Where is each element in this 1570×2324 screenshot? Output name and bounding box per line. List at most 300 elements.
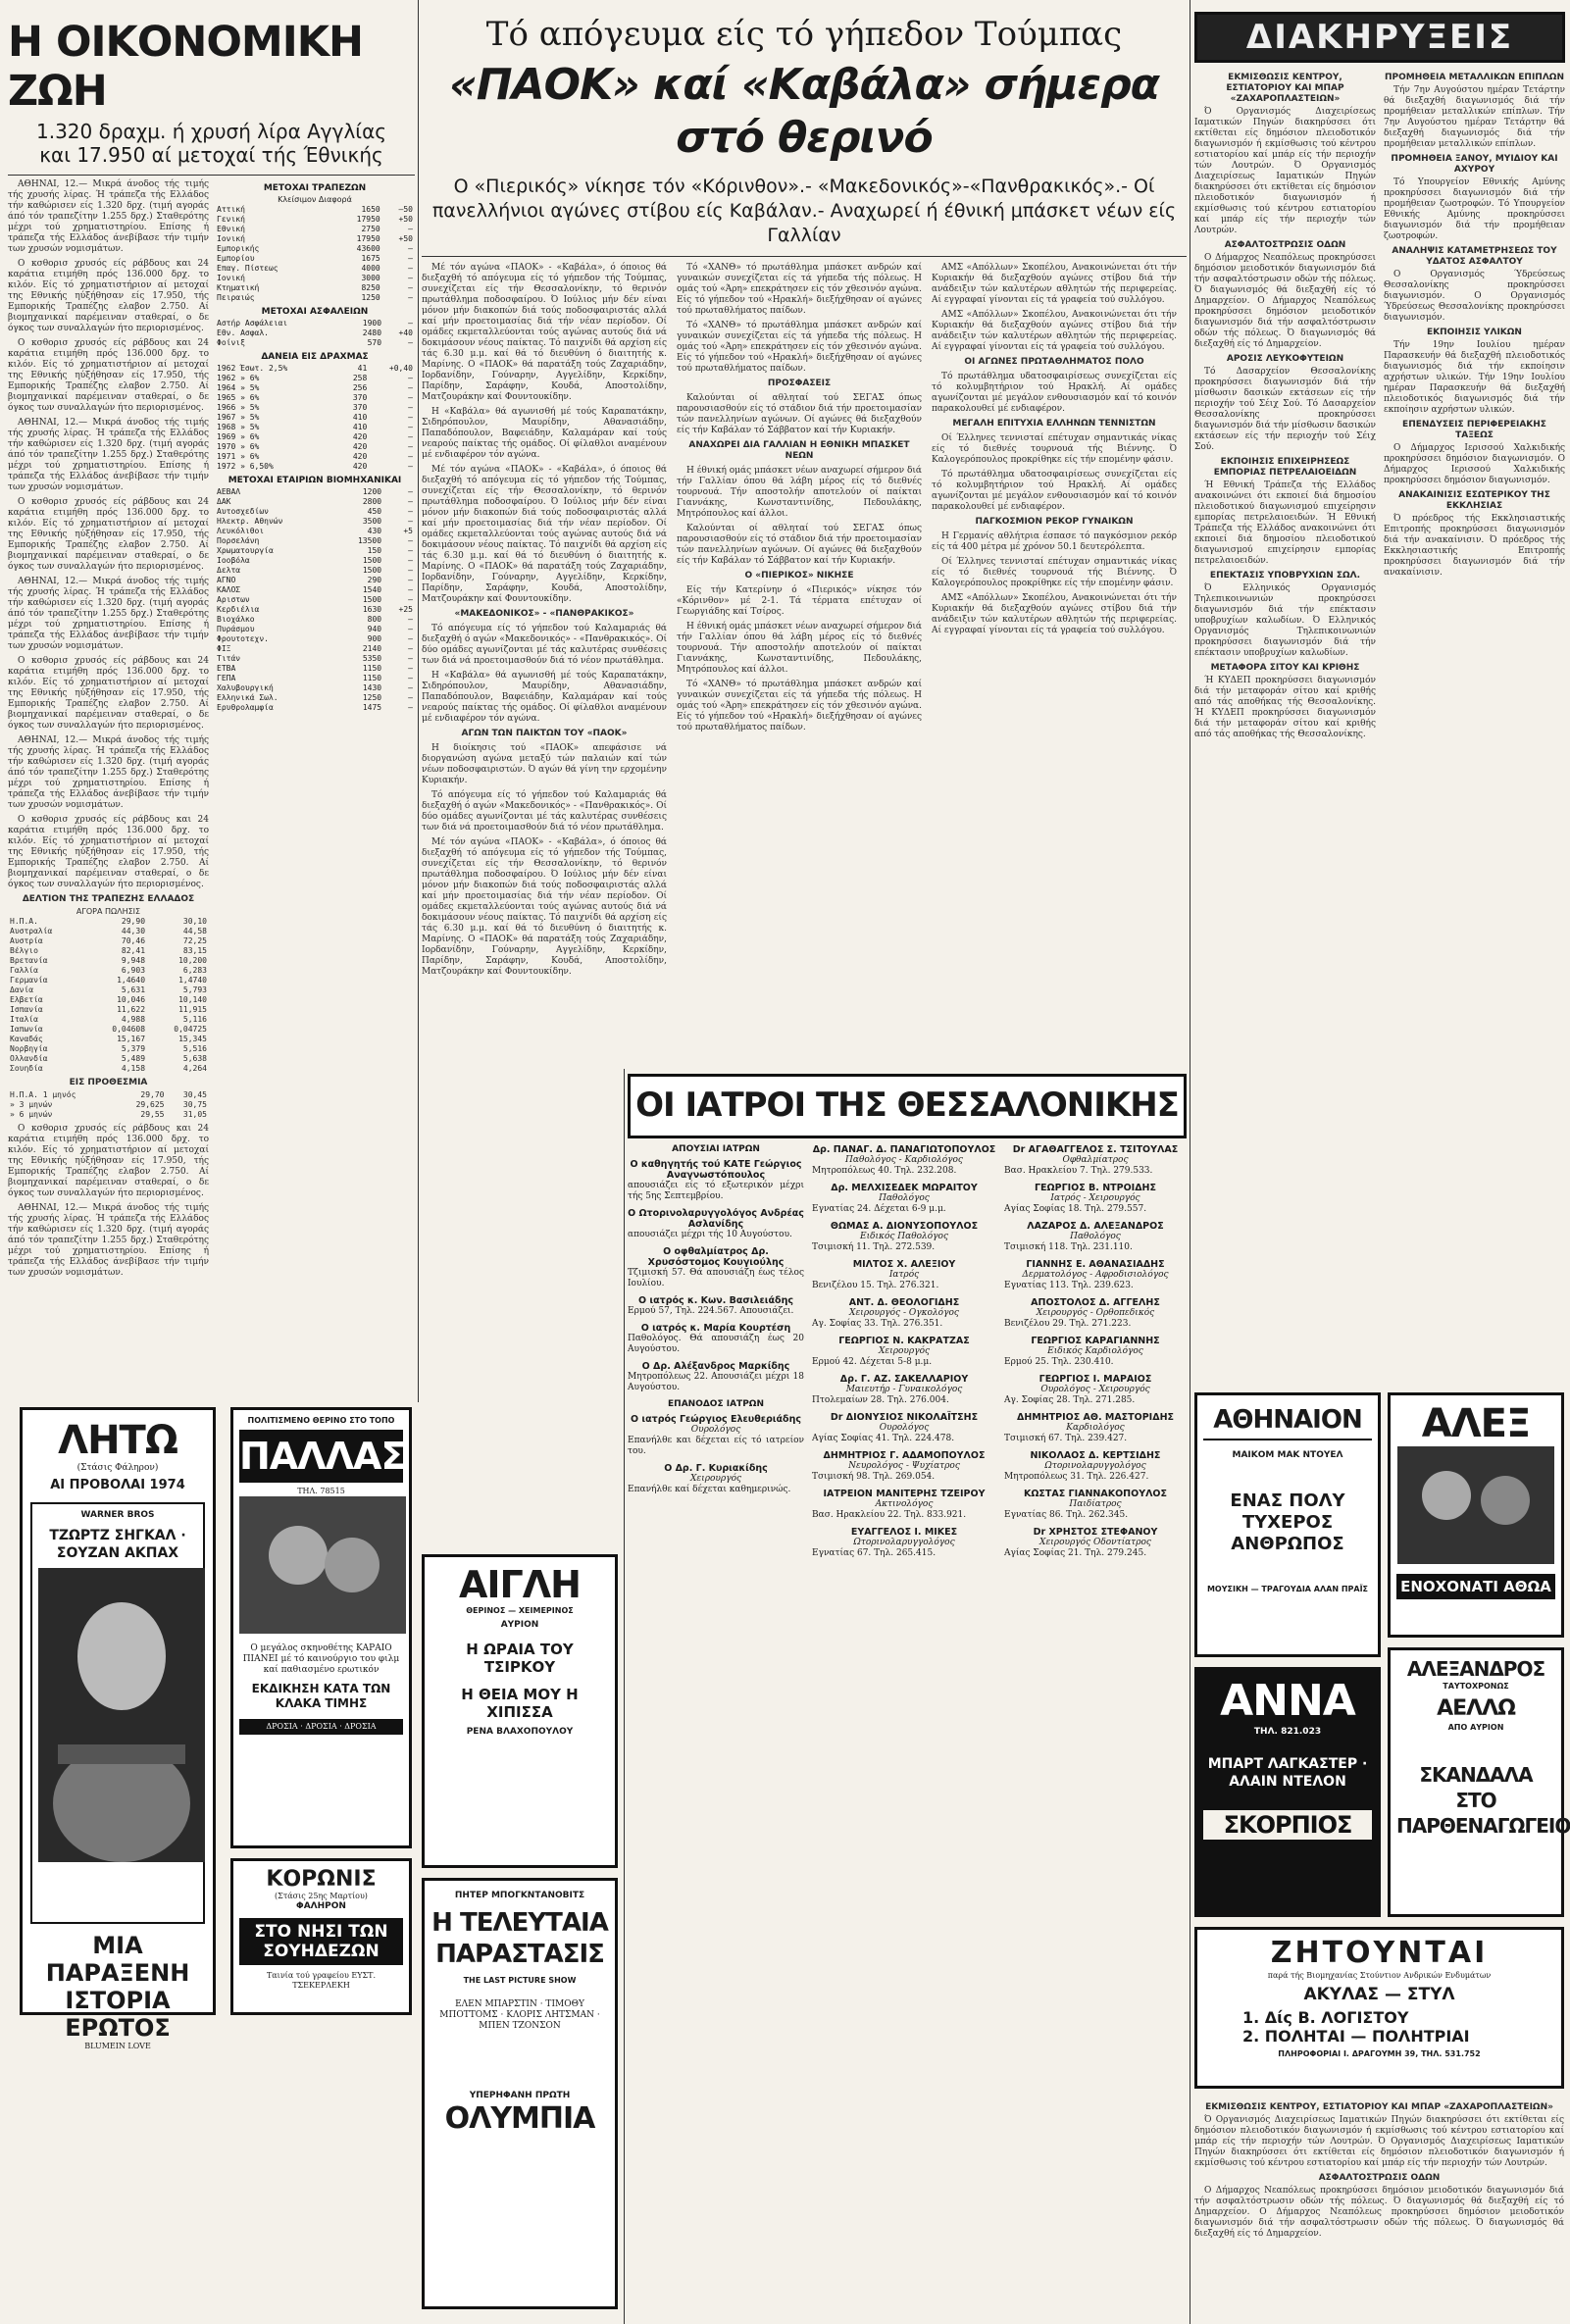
sports-sub7: ΜΕΓΑΛΗ ΕΠΙΤΥΧΙΑ ΕΛΛΗΝΩΝ ΤΕΝΝΙΣΤΩΝ (952, 419, 1156, 429)
doctor-address: Βασ. Ηρακλείου 7. Τηλ. 279.533. (1004, 1166, 1153, 1176)
announcement-head: ΕΚΠΟΙΗΣΙΣ ΥΛΙΚΩΝ (1427, 328, 1522, 337)
doctor-address: Μητροπόλεως 22. Απουσιάζει μέχρι 18 Αυγούστου. (628, 1372, 804, 1392)
loan-row (215, 383, 415, 393)
sports-col3: ΑΜΣ «Απόλλων» Σκοπέλου, Ανακοινώνεται ότι τήν Κυριακήν θά διεξαχθούν αγώνες στίβου διά τήν ανάδειξιν τών καλυτέρων αθλητών τής περιφερείας. Αί εγγραφαί γίνονται είς τά γραφεία τού συλλόγου. (932, 263, 1177, 305)
pallas-foot: ΔΡΟΣΙΑ · ΔΡΟΣΙΑ · ΔΡΟΣΙΑ (239, 1719, 403, 1735)
doctor-listing (1004, 1144, 1187, 1177)
economic-body: Ο κσθορισ χρυσός είς ράβδους και 24 καράτια ετιμήθη πρός 136.000 δρχ. το κιλόν. Είς τό χρηματιστήριον αί μετοχαί της Εθνικής ηύξήθησαν είς 17.950, τής Εμπορικής Τραπέζης ελαβον 2.750. Αί βιομηχανικαί παρέμειναν σταθεραί, ο δε όγκος των συναλλαγών ήτο περιορισμένος. (8, 259, 209, 333)
fx-row-cell: Ολλανδία (10, 1054, 48, 1063)
loan-row-cell: 410 (352, 423, 368, 431)
industrial-row-cell: — (408, 674, 413, 682)
doctor-listing (628, 1159, 804, 1202)
bank-row-cell: —50 (398, 205, 413, 214)
zitountai-ad (1194, 1927, 1564, 2089)
announcement-body: Ό Ελληνικός Οργανισμός Τηλεπικοινωνιών προκηρύσσει διαγωνισμόν διά τήν επέκτασιν υποβρυχίων καλωδίων. Ό Ελληνικός Οργανισμός Τηλεπικοινωνιών προκηρύσσει διαγωνισμόν διά τήν επέκτασιν υποβρυχίων καλωδίων. (1194, 583, 1376, 658)
lito-title: ΛΗΤΩ (58, 1418, 177, 1463)
sports-col2c-repeat: Η έθνική ομάς μπάσκετ νέων αναχωρεί σήμερον διά τήν Γαλλίαν όπου θά λάβη μέρος είς τό διεθνές τουρνουά. Τήν αποστολήν αποτελούν οί παίκται Γιαννάκης, Κωνσταντινίδης, Πεδουλάκης, Μητρόπουλος καί άλλοι. (677, 622, 922, 675)
announcement-body: Ή ΚΥΔΕΠ προκηρύσσει διαγωνισμόν διά τήν μεταφοράν σίτου καί κριθής από τάς αποθήκας τής Θεσσαλονίκης. Ή ΚΥΔΕΠ προκηρύσσει διαγωνισμόν διά τήν μεταφοράν σίτου καί κριθής από τάς αποθήκας τής Θεσσαλονίκης. (1194, 676, 1376, 739)
industrial-row-cell: — (408, 536, 413, 545)
doctor-address: Τσιμισκή 67. Τηλ. 239.427. (1004, 1434, 1128, 1443)
industrial-row (215, 536, 415, 546)
fx-row-cell: Γερμανία (10, 976, 48, 985)
korinis-cinema-ad (230, 1858, 412, 2015)
doctor-listing (628, 1208, 804, 1240)
doctor-address: Εγνατίας 24. Δέχεται 6-9 μ.μ. (812, 1204, 946, 1214)
loan-row-cell: — (408, 383, 413, 392)
bank-row-cell: +50 (398, 215, 413, 224)
fx-row-cell: 5,379 (121, 1044, 146, 1053)
loan-row-cell: 1966 » 5% (217, 403, 260, 412)
alex-cinema-ad (1388, 1392, 1564, 1638)
industrial-row-cell: — (408, 517, 413, 526)
industrial-row-cell: — (408, 654, 413, 663)
loan-row-cell: 256 (352, 383, 368, 392)
bank-row-cell: 17950 (356, 234, 380, 243)
industrial-row-cell: — (408, 585, 413, 594)
forward-row (8, 1110, 209, 1120)
bank-row-cell: Πειραιώς (217, 293, 255, 302)
fx-cols: ΑΓΟΡΑ ΠΩΛΗΣΙΣ (76, 907, 141, 916)
fx-row-cell: 11,622 (117, 1005, 146, 1014)
fx-row-cell: 11,915 (178, 1005, 207, 1014)
doctor-name: ΛΑΖΑΡΟΣ Δ. ΑΛΕΞΑΝΔΡΟΣ (1027, 1221, 1164, 1232)
zitountai-item-2: 2. ΠΟΛΗΤΑΙ — ΠΟΛΗΤΡΙΑΙ (1242, 2027, 1470, 2046)
loan-row-cell: — (408, 432, 413, 441)
industrial-row-cell: 900 (367, 634, 382, 643)
bank-row-cell: Γενική (217, 215, 245, 224)
sports-sub3: ΠΡΟΣΦΑΣΕΙΣ (767, 379, 832, 388)
fx-row (8, 936, 209, 946)
announcement-head: ΠΡΟΜΗΘΕΙΑ ΜΕΤΑΛΛΙΚΩΝ ΕΠΙΠΛΩΝ (1384, 73, 1564, 82)
bank-row-cell: +50 (398, 234, 413, 243)
economic-lead: ΑΘΗΝΑΙ, 12.— Μικρά άνοδος τής τιμής τής χρυσής λίρας. Ή τράπεζα τής Ελλάδος τήν καθώρισεν είς 1.320 δρχ. (τιμή αγοράς άπό τόν τραπεζίτην 1.255 δρχ.) Σταθερότης μέχρι τού χρηματιστηρίου. Επίσης ή τράπεζα τής Ελλάδος άνεβίβασε τήν τιμήν των χρυσών νομισμάτων. (8, 179, 209, 254)
doctor-name: ΕΥΑΓΓΕΛΟΣ Ι. ΜΙΚΕΣ (850, 1527, 958, 1538)
industrial-row-cell: — (408, 644, 413, 653)
olympia-title: ΟΛΥΜΠΙΑ (444, 2101, 595, 2136)
industrial-row (215, 507, 415, 517)
fx-row-cell: 44,30 (121, 927, 146, 935)
lito-date: ΑΙ ΠΡΟΒΟΛΑΙ 1974 (50, 1478, 185, 1492)
loan-row-cell: — (408, 452, 413, 461)
doctor-specialty: Νευρολόγος - Ψυχίατρος (848, 1461, 960, 1471)
doctor-name: Dr ΧΡΗΣΤΟΣ ΣΤΕΦΑΝΟΥ (1033, 1527, 1158, 1538)
sports-col1d: Η διοίκησις τού «ΠΑΟΚ» απεφάσισε νά διοργανώση αγώνα μεταξύ τών παλαιών καί τών νέων ποδοσφαιριστών. Ό αγών θά γίνη την ερχομένην Κυριακήν. (422, 743, 667, 785)
loan-row (215, 442, 415, 452)
economic-lead-repeat-2: ΑΘΗΝΑΙ, 12.— Μικρά άνοδος τής τιμής τής χρυσής λίρας. Ή τράπεζα τής Ελλάδος τήν καθώρισεν είς 1.320 δρχ. (τιμή αγοράς άπό τόν τραπεζίτην 1.255 δρχ.) Σταθερότης μέχρι τού χρηματιστηρίου. Επίσης ή τράπεζα τής Ελλάδος άνεβίβασε τήν τιμήν των χρυσών νομισμάτων. (8, 577, 209, 651)
loans-head: ΔΑΝΕΙΑ ΕΙΣ ΔΡΑΧΜΑΣ (261, 352, 369, 362)
announcement-head: ΑΝΑΚΑΙΝΙΣΙΣ ΕΣΩΤΕΡΙΚΟΥ ΤΗΣ ΕΚΚΛΗΣΙΑΣ (1398, 490, 1550, 511)
industrial-row (215, 595, 415, 605)
forward-row-cell: 29,70 (140, 1090, 165, 1099)
doctor-address: Μητροπόλεως 40. Τηλ. 232.208. (812, 1166, 957, 1176)
athinaion-title: ΑΘΗΝΑΙΟΝ (1203, 1401, 1372, 1440)
economic-lead-repeat: ΑΘΗΝΑΙ, 12.— Μικρά άνοδος τής τιμής τής χρυσής λίρας. Ή τράπεζα τής Ελλάδος τήν καθώρισεν είς 1.320 δρχ. (τιμή αγοράς άπό τόν τραπεζίτην 1.255 δρχ.) Σταθερότης μέχρι τού χρηματιστηρίου. Επίσης ή τράπεζα τής Ελλάδος άνεβίβασε τήν τιμήν των χρυσών νομισμάτων. (8, 418, 209, 492)
loan-row (215, 364, 415, 374)
anna-cinema-ad (1194, 1667, 1381, 1917)
sports-col1: Μέ τόν αγώνα «ΠΑΟΚ» - «Καβάλα», ό όποιος θά διεξαχθή τό απόγευμα είς τό γήπεδον τής Τούμπας, συνεχίζεται είς τήν Θεσσαλονίκην, τό θερινόν πρωτάθλημα ποδοσφαίρου. Ό Ιούλιος μήν δέν είναι μόνον μήν διακοπών διά τούς ποδοσφαιριστάς αλλά καί μήν προετοιμασίας διά τήν νέαν περίοδον. Οί ομάδες εκμεταλλεύονται τούς αγώνας αυτούς διά νά δοκιμάσουν νέους παίκτας. Τό παιχνίδι θά αρχίση είς τάς 6.30 μ.μ. καί θά τό διευθύνη ό διαιτητής κ. Μαρίνης. Ο «ΠΑΟΚ» θά παρατάξη τούς Ζαχαριάδην, Ιορδανίδην, Γούναρην, Αγγελίδην, Κερκίδην, Παρίδην, Σαράφην, Κουδά, Αποστολίδην, Ματζουράκην καί Φουντουκίδην. (422, 263, 667, 402)
industrial-row (215, 625, 415, 634)
economic-subtitle: 1.320 δραχμ. ή χρυσή λίρα Αγγλίας και 17.950 αί μετοχαί τής Έθνικής (35, 120, 386, 167)
bank-cols: Κλείσιμον Διαφορά (278, 195, 352, 204)
industrial-row-cell: 1150 (362, 674, 382, 682)
bank-row-cell: 43600 (356, 244, 380, 253)
anna-tel: ΤΗΛ. 821.023 (1253, 1727, 1322, 1737)
doctor-name: Ο ιατρός Γεώργιος Ελευθεριάδης (631, 1414, 801, 1425)
doctor-address: Ερμού 57, Τηλ. 224.567. Απουσιάζει. (628, 1306, 794, 1316)
announcement-body: Τό Υπουργείον Εθνικής Αμύνης προκηρύσσει διαγωνισμόν διά τήν προμήθειαν ζωοτροφών. Τό Υπουργείον Εθνικής Αμύνης προκηρύσσει διαγωνισμόν διά τήν προμήθειαν ζωοτροφών. (1384, 177, 1565, 241)
sports-sub1: «ΜΑΚΕΔΟΝΙΚΟΣ» - «ΠΑΝΘΡΑΚΙΚΟΣ» (454, 609, 634, 619)
fx-row-cell: 10,200 (178, 956, 207, 965)
zitountai-sub: παρά τής Βιομηχανίας Στούντιον Ανδρικών Ενδυμάτων (1267, 1971, 1492, 1980)
industrial-row-cell: 1150 (362, 664, 382, 673)
industrial-row-cell: ΓΕΠΑ (217, 674, 236, 682)
fx-row (8, 1025, 209, 1035)
fx-row-cell: 0,04608 (112, 1025, 146, 1034)
doctor-address: Αγ. Σοφίας 28. Τηλ. 271.285. (1004, 1395, 1136, 1405)
doctor-address: απουσιάζει μέχρι τής 10 Αυγούστου. (628, 1230, 792, 1239)
bank-row (215, 293, 415, 303)
industrial-row-cell: Πορσελάνη (217, 536, 260, 545)
insurance-table (215, 319, 415, 348)
doctor-listing (812, 1259, 996, 1291)
doctor-listing (1004, 1297, 1187, 1330)
fx-row-cell: Γαλλία (10, 966, 38, 975)
loan-row-cell: 1971 » 6% (217, 452, 260, 461)
doctor-address: Εγνατίας 86. Τηλ. 262.345. (1004, 1510, 1129, 1520)
bank-row-cell: — (408, 283, 413, 292)
loan-row-cell: 420 (352, 452, 368, 461)
industrial-row-cell: 1200 (362, 487, 382, 496)
forward-row-cell: 29,625 (135, 1100, 165, 1109)
doctor-address: Βενιζέλου 29. Τηλ. 271.223. (1004, 1319, 1132, 1329)
athinaion-cinema-ad (1194, 1392, 1381, 1657)
sports-col3d: Η Γερμανίς αθλήτρια έσπασε τό παγκόσμιον ρεκόρ είς τά 400 μέτρα μέ χρόνον 50.1 δευτερόλεπτα. (932, 531, 1177, 552)
doctor-address: Επανήλθε καί δέχεται καθημερινώς. (628, 1485, 791, 1494)
economic-section (8, 0, 415, 1397)
loan-row (215, 423, 415, 432)
doctor-address: Παθολόγος. Θά απουσιάζη έως 20 Αυγούστου. (628, 1334, 804, 1354)
doctor-name: ΓΕΩΡΓΙΟΣ ΚΑΡΑΓΙΑΝΝΗΣ (1031, 1336, 1160, 1346)
bank-row-cell: — (408, 244, 413, 253)
aigli-cinema-ad (422, 1554, 618, 1868)
industrial-row-cell: — (408, 595, 413, 604)
fx-table (8, 917, 209, 1074)
doctor-address: Εγνατίας 67. Τηλ. 265.415. (812, 1548, 937, 1558)
doctor-name: ΝΙΚΟΛΑΟΣ Δ. ΚΕΡΤΣΙΔΗΣ (1030, 1450, 1161, 1461)
teleftaia-en: THE LAST PICTURE SHOW (463, 1976, 577, 1985)
industrial-row (215, 605, 415, 615)
sports-sub8: ΠΑΓΚΟΣΜΙΟΝ ΡΕΚΟΡ ΓΥΝΑΙΚΩΝ (975, 517, 1134, 527)
doctor-address: Τσιμισκή 98. Τηλ. 269.054. (812, 1472, 936, 1482)
doctor-listing (1004, 1450, 1187, 1483)
loan-row-cell: 410 (352, 413, 368, 422)
doctor-address: Ερμού 42. Δέχεται 5-8 μ.μ. (812, 1357, 933, 1367)
doctor-name: ΓΙΑΝΝΗΣ Ε. ΑΘΑΝΑΣΙΑΔΗΣ (1026, 1259, 1165, 1270)
economic-title: Η ΟΙΚΟΝΟΜΙΚΗ ΖΩΗ (8, 18, 364, 116)
doctor-address: Βασ. Ηρακλείου 22. Τηλ. 833.921. (812, 1510, 967, 1520)
industrial-row-cell: — (408, 693, 413, 702)
industrial-row-cell: 5350 (362, 654, 382, 663)
sports-col2c: Η έθνική ομάς μπάσκετ νέων αναχωρεί σήμερον διά τήν Γαλλίαν όπου θά λάβη μέρος είς τό διεθνές τουρνουά. Τήν αποστολήν αποτελούν οί παίκται Γιαννάκης, Κωνσταντινίδης, Πεδουλάκης, Μητρόπουλος καί άλλοι. (677, 466, 922, 519)
doctor-specialty: Οφθαλμίατρος (1062, 1155, 1129, 1165)
announcements-section (1194, 0, 1565, 1383)
forward-row-cell: 30,45 (182, 1090, 207, 1099)
industrial-row-cell: 1630 (362, 605, 382, 614)
loan-row (215, 462, 415, 472)
fx-row-cell: 5,793 (182, 985, 207, 994)
insurance-row (215, 319, 415, 328)
economic-body-repeat-4: Ο κσθορισ χρυσός είς ράβδους και 24 καράτια ετιμήθη πρός 136.000 δρχ. το κιλόν. Είς τό χρηματιστήριον αί μετοχαί της Εθνικής ηύξήθησαν είς 17.950, τής Εμπορικής Τραπέζης ελαβον 2.750. Αί βιομηχανικαί παρέμειναν σταθεραί, ο δε όγκος των συναλλαγών ήτο περιορισμένος. (8, 815, 209, 889)
announcement-body: Ο Δήμαρχος Νεαπόλεως προκηρύσσει δημόσιον μειοδοτικόν διαγωνισμόν διά τήν ασφαλτόστρωσιν οδών τής πόλεως. Ό διαγωνισμός θά διεξαχθή είς τό Δημαρχείον. Ο Δήμαρχος Νεαπόλεως προκηρύσσει δημόσιον μειοδοτικόν διαγωνισμόν διά τήν ασφαλτόστρωσιν οδών τής πόλεως. Ό διαγωνισμός θά διεξαχθή είς τό Δημαρχείον. (1194, 253, 1376, 349)
economic-body-repeat-3: Ο κσθορισ χρυσός είς ράβδους και 24 καράτια ετιμήθη πρός 136.000 δρχ. το κιλόν. Είς τό χρηματιστήριον αί μετοχαί της Εθνικής ηύξήθησαν είς 17.950, τής Εμπορικής Τραπέζης ελαβον 2.750. Αί βιομηχανικαί παρέμειναν σταθεραί, ο δε όγκος των συναλλαγών ήτο περιορισμένος. (8, 656, 209, 731)
doctor-name: Δρ. ΠΑΝΑΓ. Δ. ΠΑΝΑΓΙΩΤΟΠΟΥΛΟΣ (812, 1144, 996, 1155)
alex-film: ΕΝΟΧΟΝΑΤΙ ΑΘΩΑ (1396, 1574, 1555, 1599)
fx-row-cell: 44,58 (182, 927, 207, 935)
korinis-title: ΚΟΡΩΝΙΣ (266, 1867, 377, 1892)
doctors-section (628, 1074, 1187, 2314)
fx-row-cell: 30,10 (182, 917, 207, 926)
fx-row (8, 917, 209, 927)
doctor-name: ΑΝΤ. Δ. ΘΕΟΛΟΓΙΔΗΣ (848, 1297, 960, 1308)
doctor-specialty: Ουρολόγος (879, 1423, 930, 1433)
insurance-row (215, 328, 415, 338)
bank-row (215, 215, 415, 225)
doctor-listing (1004, 1527, 1187, 1559)
anna-film: ΣΚΟΡΠΙΟΣ (1203, 1810, 1372, 1840)
bank-row (215, 205, 415, 215)
doctor-name: Dr ΔΙΟΝΥΣΙΟΣ ΝΙΚΟΛΑΪΤΣΗΣ (830, 1412, 979, 1423)
fx-row-cell: Δανία (10, 985, 34, 994)
aigli-film: Η ΩΡΑΙΑ ΤΟΥ ΤΣΙΡΚΟΥ (466, 1641, 574, 1676)
doctor-specialty: Ακτινολόγος (875, 1499, 934, 1509)
doctor-name: Δρ. Γ. ΑΖ. ΣΑΚΕΛΛΑΡΙΟΥ (839, 1374, 969, 1385)
industrial-row-cell: Λευκόλιθοι (217, 527, 265, 535)
industrial-row-cell: — (408, 634, 413, 643)
doctor-address: Αγ. Σοφίας 33. Τηλ. 276.351. (812, 1319, 943, 1329)
bank-row-cell: — (408, 264, 413, 273)
industrial-row-cell: Ελληνικά Σωλ. (217, 693, 279, 702)
doctor-name: Ο ιατρός κ. Κων. Βασιλειάδης (638, 1295, 793, 1306)
bank-row-cell: Επαγ. Πίστεως (217, 264, 279, 273)
fx-row-cell: 0,04725 (174, 1025, 207, 1034)
fx-row-cell: Σουηδία (10, 1064, 43, 1073)
fx-row-cell: 83,15 (182, 946, 207, 955)
announcement-body: Ο Δήμαρχος Νεαπόλεως προκηρύσσει δημόσιον μειοδοτικόν διαγωνισμόν διά τήν ασφαλτόστρωσιν οδών τής πόλεως. Ό διαγωνισμός θά διεξαχθή είς τό Δημαρχείον. Ο Δήμαρχος Νεαπόλεως προκηρύσσει δημόσιον μειοδοτικόν διαγωνισμόν διά τήν ασφαλτόστρωσιν οδών τής πόλεως. Ό διαγωνισμός θά διεξαχθή είς τό Δημαρχείον. (1194, 2186, 1564, 2239)
industrial-row (215, 576, 415, 585)
sports-col3-repeat: ΑΜΣ «Απόλλων» Σκοπέλου, Ανακοινώνεται ότι τήν Κυριακήν θά διεξαχθούν αγώνες στίβου διά τήν ανάδειξιν τών καλυτέρων αθλητών τής περιφερείας. Αί εγγραφαί γίνονται είς τά γραφεία τού συλλόγου. (932, 310, 1177, 352)
fx-row-cell: 5,489 (121, 1054, 146, 1063)
pallas-title: ΠΑΛΛΑΣ (239, 1430, 403, 1483)
industrial-row-cell: 450 (367, 507, 382, 516)
industrial-row-cell: — (408, 703, 413, 712)
loan-row-cell: — (408, 393, 413, 402)
loan-row (215, 374, 415, 383)
lito-poster-image (38, 1568, 205, 1862)
industrial-row-cell: 1250 (362, 693, 382, 702)
industrial-row (215, 703, 415, 713)
bank-row-cell: 1650 (361, 205, 380, 214)
doctor-specialty: Ειδικός Καρδιολόγος (1047, 1346, 1143, 1356)
announcement-head: ΕΠΕΚΤΑΣΙΣ ΥΠΟΒΡΥΧΙΩΝ ΣΩΛ. (1209, 571, 1361, 581)
doctor-address: Αγίας Σοφίας 21. Τηλ. 279.245. (1004, 1548, 1147, 1558)
industrial-row (215, 683, 415, 693)
doctor-name: ΜΙΛΤΟΣ Χ. ΑΛΕΞΙΟΥ (852, 1259, 956, 1270)
doctor-listing (1004, 1412, 1187, 1444)
anna-cast: ΜΠΑΡΤ ΛΑΓΚΑΣΤΕΡ · ΑΛΑΙΝ ΝΤΕΛΟΝ (1207, 1756, 1368, 1790)
doctor-listing (812, 1144, 996, 1177)
fx-row-cell: 5,116 (182, 1015, 207, 1024)
bank-row-cell: 4000 (361, 264, 380, 273)
loan-row-cell: 1962 Έσωτ. 2,5% (217, 364, 288, 373)
bank-row-cell: Εμπορικής (217, 244, 260, 253)
industrial-row (215, 644, 415, 654)
announcement-body: Ό Οργανισμός Διαχειρίσεως Ιαματικών Πηγών διακηρύσσει ότι εκτίθεται είς δημόσιον πλειοδοτικόν διαγωνισμόν ή εκμίσθωσις τού κέντρου εστιατορίου καί μπάρ είς τήν περιοχήν τών Λουτρών. Ό Οργανισμός Διαχειρίσεως Ιαματικών Πηγών διακηρύσσει ότι εκτίθεται είς δημόσιον πλειοδοτικόν διαγωνισμόν ή εκμίσθωσις τού κέντρου εστιατορίου καί μπάρ είς τήν περιοχήν τών Λουτρών. (1194, 2115, 1564, 2168)
doctor-address: Μητροπόλεως 31. Τηλ. 226.427. (1004, 1472, 1149, 1482)
bank-row-cell: Αττική (217, 205, 245, 214)
doctor-listing (1004, 1489, 1187, 1521)
forward-row-cell: 30,75 (182, 1100, 207, 1109)
economic-body-repeat-2: Ο κσθορισ χρυσός είς ράβδους και 24 καράτια ετιμήθη πρός 136.000 δρχ. το κιλόν. Είς τό χρηματιστήριον αί μετοχαί της Εθνικής ηύξήθησαν είς 17.950, τής Εμπορικής Τραπέζης ελαβον 2.750. Αί βιομηχανικαί παρέμειναν σταθεραί, ο δε όγκος των συναλλαγών ήτο περιορισμένος. (8, 497, 209, 572)
doctor-specialty: Χειρουργός (689, 1474, 742, 1484)
bank-row-cell: 8250 (361, 283, 380, 292)
zitountai-title: ΖΗΤΟΥΝΤΑΙ (1270, 1936, 1489, 1970)
industrial-row-cell: 800 (367, 615, 382, 624)
industrial-row-cell: ΔΑΚ (217, 497, 231, 506)
doctor-listing (1004, 1336, 1187, 1368)
forward-row (8, 1090, 209, 1100)
announcement-head: ΑΝΑΛΗΨΙΣ ΚΑΤΑΜΕΤΡΗΣΕΩΣ ΤΟΥ ΥΔΑΤΟΣ ΑΣΦΑΛΤΟΥ (1392, 246, 1557, 267)
fx-row-cell: 10,140 (178, 995, 207, 1004)
industrial-row (215, 693, 415, 703)
industrial-row-cell: 940 (367, 625, 382, 633)
loan-row-cell: 1965 » 6% (217, 393, 260, 402)
aigli-sub: ΘΕΡΙΝΟΣ — ΧΕΙΜΕΡΙΝΟΣ (466, 1606, 574, 1615)
loan-row-cell: 1970 » 6% (217, 442, 260, 451)
fx-row-cell: 70,46 (121, 936, 146, 945)
loan-row-cell: 420 (352, 442, 368, 451)
insurance-row-cell: — (408, 338, 413, 347)
fx-row-cell: 5,638 (182, 1054, 207, 1063)
bank-row (215, 234, 415, 244)
fx-row-cell: 5,516 (182, 1044, 207, 1053)
industrial-row-cell: 13500 (357, 536, 382, 545)
fx-row-cell: Η.Π.Α. (10, 917, 38, 926)
doctor-listing (812, 1412, 996, 1444)
insurance-row-cell: 1900 (362, 319, 382, 328)
doctor-name: Dr ΑΓΑΘΑΓΓΕΛΟΣ Σ. ΤΣΙΤΟΥΛΑΣ (1012, 1144, 1179, 1155)
doctor-address: Αγίας Σοφίας 41. Τηλ. 224.478. (812, 1434, 955, 1443)
industrial-row (215, 546, 415, 556)
industrial-row (215, 585, 415, 595)
doctor-address: απουσιάζει είς τό εξωτερικόν μέχρι τής 5ης Σεπτεμβρίου. (628, 1181, 804, 1201)
announcement-head: ΠΡΟΜΗΘΕΙΑ ΞΑΝΟΥ, ΜΥΙΔΙΟΥ ΚΑΙ ΑΧΥΡΟΥ (1391, 154, 1558, 175)
fx-row-cell: 72,25 (182, 936, 207, 945)
announcement-head: ΑΣΦΑΛΤΟΣΤΡΩΣΙΣ ΟΔΩΝ (1224, 240, 1346, 250)
fx-row-cell: 82,41 (121, 946, 146, 955)
announcement-head: ΕΚΜΙΣΘΩΣΙΣ ΚΕΝΤΡΟΥ, ΕΣΤΙΑΤΟΡΙΟΥ ΚΑΙ ΜΠΑΡ «ΖΑΧΑΡΟΠΛΑΣΤΕΙΩΝ» (1226, 73, 1344, 104)
aello-when: ΑΠΟ ΑΥΡΙΟΝ (1447, 1723, 1504, 1732)
industrial-row (215, 615, 415, 625)
doctor-specialty: Χειρουργός - Ορθοπεδικός (1036, 1308, 1155, 1318)
olympia-pre: ΥΠΕΡΗΦΑΝΗ ΠΡΩΤΗ (469, 2091, 571, 2100)
aello-title: ΑΕΛΛΩ (1437, 1696, 1515, 1721)
loan-row-cell: 1967 » 5% (217, 413, 260, 422)
loan-row (215, 413, 415, 423)
industrial-row-cell: ΕΤΒΑ (217, 664, 236, 673)
teleftaia-cast: ΕΛΕΝ ΜΠΑΡΣΤΙΝ · ΤΙΜΟΘΥ ΜΠΟΤΤΟΜΣ · ΚΛΟΡΙΣ ΛΗΤΣΜΑΝ · ΜΠΕΝ ΤΖΟΝΣΟΝ (439, 1999, 600, 2031)
loan-row-cell: — (408, 442, 413, 451)
bank-row-cell: 1250 (361, 293, 380, 302)
sports-col2: Τό «ΧΑΝΘ» τό πρωτάθλημα μπάσκετ ανδρών καί γυναικών συνεχίζεται είς τά γήπεδα τής πόλεως. Η ομάς τού «Άρη» επεκράτησεν είς τόν χθεσινόν αγώνα. Είς τό γήπεδον τού «Ηρακλή» διεξήχθησαν οί αγώνες τού πρωταθλήματος παίδων. (677, 263, 922, 316)
industrial-row-cell: — (408, 566, 413, 575)
forward-row (8, 1100, 209, 1110)
industrial-row-cell: — (408, 664, 413, 673)
loan-row-cell: — (408, 423, 413, 431)
sports-col2d: Είς τήν Κατερίνην ό «Πιερικός» νίκησε τόν «Κόρινθον» μέ 2-1. Τά τέρματα επέτυχαν οί Γεωργιάδης καί Τσίρος. (677, 585, 922, 617)
announcement-head: ΜΕΤΑΦΟΡΑ ΣΙΤΟΥ ΚΑΙ ΚΡΙΘΗΣ (1210, 663, 1360, 673)
industrial-row-cell: Κερδιέλια (217, 605, 260, 614)
industrial-row-cell: Τιτάν (217, 654, 241, 663)
industrial-row-cell: Χρωματουργία (217, 546, 274, 555)
fx-row-cell: Βρετανία (10, 956, 48, 965)
industrial-row (215, 634, 415, 644)
doctor-listing (628, 1246, 804, 1289)
bank-row-cell: — (408, 274, 413, 282)
doctors-absence-head: ΑΠΟΥΣΙΑΙ ΙΑΤΡΩΝ (672, 1144, 760, 1154)
fx-row-cell: Βέλγιο (10, 946, 38, 955)
forward-row-cell: Η.Π.Α. 1 μηνός (10, 1090, 76, 1099)
fx-row (8, 995, 209, 1005)
bank-row-cell: 1675 (361, 254, 380, 263)
doctor-specialty: Δερματολόγος - Αφροδισιολόγος (1022, 1270, 1169, 1280)
industrial-row-cell: — (408, 625, 413, 633)
doctor-name: ΓΕΩΡΓΙΟΣ Ι. ΜΑΡΑΙΟΣ (1038, 1374, 1152, 1385)
fx-row-cell: 15,167 (117, 1035, 146, 1043)
industrial-row-cell: Αριστων (217, 595, 250, 604)
doctor-name: Ο οφθαλμίατρος Δρ. Χρυσόστομος Κουγιούλης (647, 1246, 785, 1268)
doctor-address: Επανήλθε και δέχεται είς τό ιατρείον του. (628, 1436, 804, 1456)
fx-row-cell: 4,988 (121, 1015, 146, 1024)
teleftaia-director: ΠΗΤΕΡ ΜΠΟΓΚΝΤΑΝΟΒΙΤΣ (454, 1891, 585, 1900)
korinis-sub: (Στάσις 25ης Μαρτίου) (275, 1892, 368, 1900)
doctor-listing (812, 1183, 996, 1215)
announcement-body: Ό Οργανισμός Διαχειρίσεως Ιαματικών Πηγών διακηρύσσει ότι εκτίθεται είς δημόσιον πλειοδοτικόν διαγωνισμόν ή εκμίσθωσις τού κέντρου εστιατορίου καί μπάρ είς τήν περιοχήν τών Λουτρών. Ό Οργανισμός Διαχειρίσεως Ιαματικών Πηγών διακηρύσσει ότι εκτίθεται είς δημόσιον πλειοδοτικόν διαγωνισμόν ή εκμίσθωσις τού κέντρου εστιατορίου καί μπάρ είς τήν περιοχήν τών Λουτρών. (1194, 107, 1376, 235)
industrial-row-cell: Φρουτοτεχν. (217, 634, 269, 643)
economic-lead-repeat-3: ΑΘΗΝΑΙ, 12.— Μικρά άνοδος τής τιμής τής χρυσής λίρας. Ή τράπεζα τής Ελλάδος τήν καθώρισεν είς 1.320 δρχ. (τιμή αγοράς άπό τόν τραπεζίτην 1.255 δρχ.) Σταθερότης μέχρι τού χρηματιστηρίου. Επίσης ή τράπεζα τής Ελλάδος άνεβίβασε τήν τιμήν των χρυσών νομισμάτων. (8, 735, 209, 810)
doctor-specialty: Ωτορινολαρυγγολόγος (1044, 1461, 1146, 1471)
aigli-when: ΑΥΡΙΟΝ (500, 1620, 539, 1630)
industrial-row-cell: Ερυθρολαμφία (217, 703, 274, 712)
industrial-row-cell: Χαλυβουργική (217, 683, 274, 692)
sports-col1c: Τό απόγευμα είς τό γήπεδον τού Καλαμαριάς θά διεξαχθή ό αγών «Μακεδονικός» - «Πανθρακικός». Οί δύο ομάδες αγωνίζονται μέ τάς καλυτέρας συνθέσεις των διά νά προετοιμασθούν διά τό νέον πρωτάθλημα. (422, 624, 667, 666)
zitountai-foot: ΠΛΗΡΟΦΟΡΙΑΙ Ι. ΔΡΑΓΟΥΜΗ 39, ΤΗΛ. 531.752 (1278, 2049, 1481, 2058)
industrial-row (215, 556, 415, 566)
teleftaia-cinema-ad (422, 1878, 618, 2309)
athinaion-star: ΜΑΙΚΟΜ ΜΑΚ ΝΤΟΥΕΛ (1232, 1450, 1343, 1460)
industrial-row-cell: — (408, 487, 413, 496)
loan-row-cell: — (408, 403, 413, 412)
bank-row-cell: Ιονική (217, 234, 245, 243)
doctor-name: Ο Δρ. Αλέξανδρος Μαρκίδης (641, 1361, 790, 1372)
bank-table (215, 205, 415, 303)
loan-row-cell: — (408, 462, 413, 471)
industrial-head: ΜΕΤΟΧΑΙ ΕΤΑΙΡΙΩΝ ΒΙΟΜΗΧΑΝΙΚΑΙ (228, 476, 402, 485)
forward-row-cell: » 6 μηνών (10, 1110, 53, 1119)
industrial-row (215, 527, 415, 536)
lito-film: ΜΙΑ ΠΑΡΑΞΕΝΗ ΙΣΤΟΡΙΑ ΕΡΩΤΟΣ (45, 1932, 190, 2042)
doctor-address: Εγνατίας 113. Τηλ. 239.623. (1004, 1281, 1134, 1290)
announcement-body: Ό πρόεδρος τής Εκκλησιαστικής Επιτροπής προκηρύσσει διαγωνισμόν διά τήν ανακαίνισιν. Ό πρόεδρος τής Εκκλησιαστικής Επιτροπής προκηρύσσει διαγωνισμόν διά τήν ανακαίνισιν. (1384, 514, 1565, 578)
